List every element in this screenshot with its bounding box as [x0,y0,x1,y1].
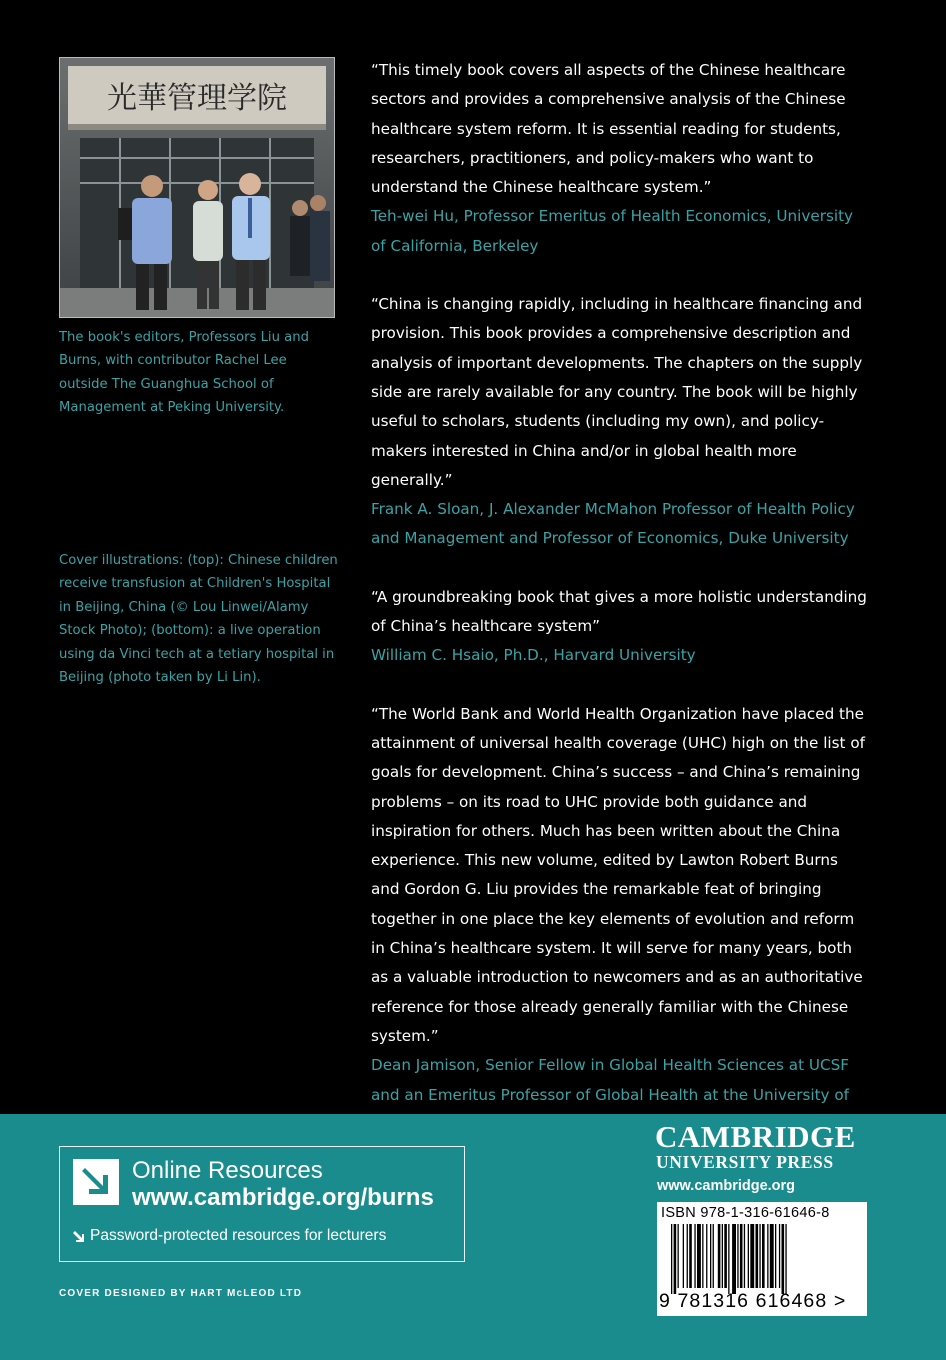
barcode-bar [740,1224,743,1288]
editors-photo-illustration [60,58,334,317]
cover-designer-credit: COVER DESIGNED BY HART McLEOD LTD [59,1288,303,1299]
barcode-bar [724,1224,727,1288]
online-resources-note: Password-protected resources for lecturers [90,1227,387,1244]
quote-attribution: Dean Jamison, Senior Fellow in Global Health Sciences at UCSF and an Emeritus Professor of Global Health at the University of [371,1056,850,1104]
online-resources-box[interactable] [59,1146,465,1262]
quote-attribution: Frank A. Sloan, J. Alexander McMahon Professor of Health Policy and Management and Professor of Economics, Duke University [371,500,855,548]
barcode-bar [732,1224,736,1294]
barcode-bar [706,1224,707,1288]
barcode-bar [782,1224,785,1294]
barcode-bar [713,1224,714,1288]
barcode-bar [678,1224,679,1288]
editors-photo [59,57,335,318]
endorsement-hu [371,56,871,261]
barcode-bar [756,1224,759,1288]
barcode-bar [759,1224,760,1288]
barcode-bar [728,1224,729,1294]
barcode-bar [762,1224,765,1288]
barcode-bar [710,1224,711,1288]
barcode-bar [750,1224,754,1288]
quote-text: “The World Bank and World Health Organization have placed the attainment of universal health coverage (UHC) high on the list of goals for development. China’s success – and China’s remaining problems – on its road to UHC provide both guidance and inspiration for others. Much has been written about the China experience. This new volume, edited by Lawton Robert Burns and Gordon G. Liu provides the remarkable feat of bringing together in one place the key elements of evolution and reform in China’s healthcare system. It will serve for many years, both as a valuable introduction to newcomers and as an authoritative reference for those already generally familiar with the Chinese system.” [371,704,865,1045]
quote-text: “This timely book covers all aspects of the Chinese healthcare sectors and provides a comprehensive analysis of the Chinese healthcare system reform. It is essential reading for students, researchers, practitioners, and policy-makers who want to understand the Chinese healthcare system.” [371,61,846,197]
barcode-bar [671,1224,672,1294]
endorsement-hsaio [371,583,871,671]
barcode-bar [697,1224,701,1288]
barcode-bars [671,1224,851,1294]
publisher-logo-press: UNIVERSITY PRESS [656,1152,834,1172]
small-arrow-down-right-icon [72,1229,86,1243]
quote-attribution: William C. Hsaio, Ph.D., Harvard University [371,646,696,665]
barcode-bar [785,1224,786,1294]
quote-text: “China is changing rapidly, including in healthcare financing and provision. This book provides a comprehensive description and analysis of important developments. The chapters on the supply side are rarely available for any country. The book will be highly useful to scholars, students (including my own), and policy-makers interested in China and/or in global health more generally.” [371,295,863,489]
barcode-bar [702,1224,703,1288]
barcode-bar [718,1224,721,1288]
online-resources-title: Online Resources [132,1157,323,1184]
isbn-label: ISBN 978-1-316-61646-8 [661,1205,830,1221]
barcode-bar [767,1224,768,1288]
barcode-bar [722,1224,723,1288]
barcode-bar [779,1224,780,1288]
sign-text: 光華管理学院 [107,81,287,116]
barcode-bar [674,1224,677,1294]
barcode-bar [744,1224,745,1288]
quote-attribution: Teh-wei Hu, Professor Emeritus of Health Economics, University of California, Berkeley [371,207,854,255]
online-resources-link[interactable]: www.cambridge.org/burns [132,1184,434,1211]
barcode-bar [694,1224,695,1288]
isbn-barcode [657,1202,867,1316]
barcode-digits: 9 781316 616468 > [659,1290,847,1312]
endorsements [371,56,871,1168]
barcode-bar [737,1224,738,1288]
arrow-down-right-icon [73,1159,119,1205]
barcode-bar [770,1224,774,1288]
publisher-url[interactable]: www.cambridge.org [657,1178,796,1194]
barcode-bar [687,1224,688,1288]
photo-caption: The book's editors, Professors Liu and Burns, with contributor Rachel Lee outside The Guanghua School of Management at Peking University. [59,330,309,416]
cover-illustration-caption: Cover illustrations: (top): Chinese children receive transfusion at Children's Hospital in Beijing, China (© Lou Linwei/Alamy Stock Photo); (bottom): a live operation using da Vinci tech at a tetiary hospital in Beijing (photo taken by Li Lin). [59,553,338,686]
barcode-bar [683,1224,684,1288]
publisher-logo-name: CAMBRIDGE [655,1119,856,1154]
endorsement-jamison [371,700,871,1139]
barcode-bar [689,1224,692,1288]
barcode-bar [748,1224,749,1288]
quote-text: “A groundbreaking book that gives a more holistic understanding of China’s healthcare system” [371,587,867,636]
barcode-bar [775,1224,776,1288]
endorsement-sloan [371,290,871,554]
